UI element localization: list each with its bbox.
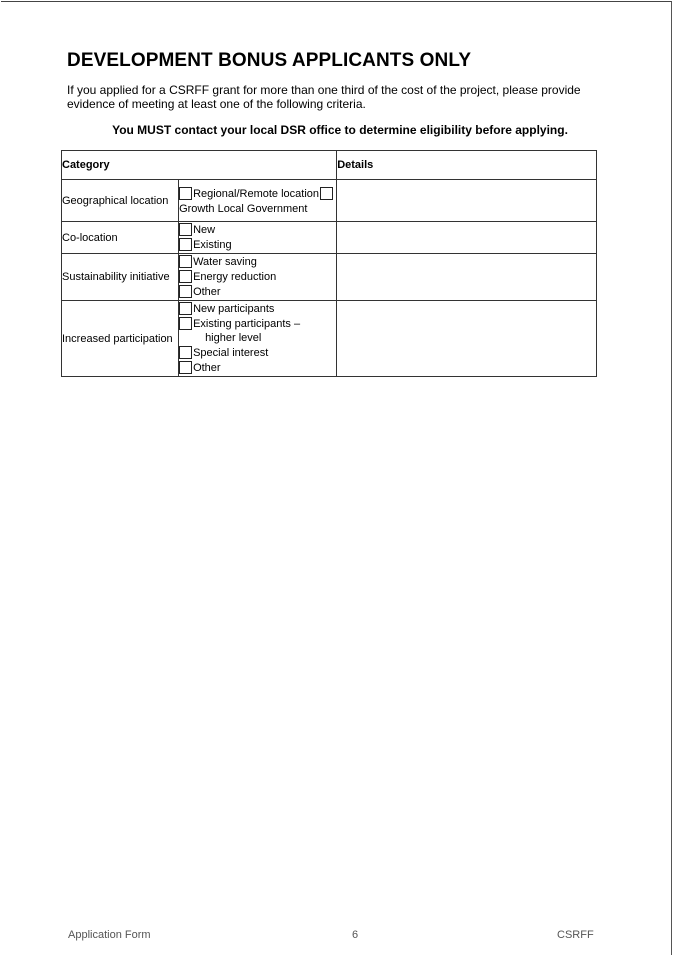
- criteria-table: [61, 150, 597, 377]
- option-line: [179, 346, 336, 360]
- option-line: [179, 285, 336, 299]
- option-label: higher level: [205, 332, 262, 344]
- details-cell[interactable]: [337, 254, 597, 301]
- option-label: Energy reduction: [193, 271, 277, 283]
- option-line: [179, 317, 336, 331]
- option-label: Other: [193, 286, 221, 298]
- option-label: Existing participants –: [193, 318, 301, 330]
- checkbox-growth-local-government[interactable]: [320, 187, 333, 200]
- option-line: [179, 255, 336, 269]
- options-cell: [179, 301, 337, 377]
- checkbox-existing[interactable]: [179, 238, 192, 251]
- options-cell: [179, 222, 337, 254]
- details-cell[interactable]: [337, 222, 597, 254]
- option-label: New: [193, 224, 216, 236]
- category-header: Category: [62, 151, 337, 180]
- details-cell[interactable]: [337, 180, 597, 222]
- eligibility-notice: You MUST contact your local DSR office to determine eligibility before applying.: [112, 123, 568, 137]
- option-label: Water saving: [193, 256, 257, 268]
- category-cell: Geographical location: [62, 180, 179, 222]
- option-label: Existing: [193, 239, 232, 251]
- category-cell: Co-location: [62, 222, 179, 254]
- table-row: [62, 301, 597, 377]
- page-border: [1, 1, 672, 955]
- footer-page-number: 6: [352, 929, 359, 941]
- intro-paragraph: If you applied for a CSRFF grant for more than one third of the cost of the project, please provide evidence of meeting at least one of the following criteria.: [67, 83, 581, 111]
- table-row: [62, 180, 597, 222]
- option-line: [179, 270, 336, 284]
- option-label: Growth Local Government: [179, 202, 308, 215]
- option-line: [179, 223, 336, 237]
- checkbox-new[interactable]: [179, 223, 192, 236]
- table-header-row: [62, 151, 597, 180]
- checkbox-other-sustainability[interactable]: [179, 285, 192, 298]
- option-line: [179, 238, 336, 252]
- option-label: Regional/Remote location: [193, 187, 320, 200]
- details-header: Details: [337, 151, 597, 180]
- option-label: New participants: [193, 303, 275, 315]
- checkbox-existing-participants[interactable]: [179, 317, 192, 330]
- checkbox-regional-remote[interactable]: [179, 187, 192, 200]
- checkbox-energy-reduction[interactable]: [179, 270, 192, 283]
- option-line: [179, 302, 336, 316]
- option-line: [179, 361, 336, 375]
- option-line: [179, 187, 336, 201]
- options-cell: [179, 254, 337, 301]
- checkbox-other-participation[interactable]: [179, 361, 192, 374]
- checkbox-new-participants[interactable]: [179, 302, 192, 315]
- footer-form-name: Application Form: [68, 929, 151, 941]
- category-cell: Increased participation: [62, 301, 179, 377]
- table-row: [62, 222, 597, 254]
- details-cell[interactable]: [337, 301, 597, 377]
- option-label: Special interest: [193, 347, 269, 359]
- option-label: Other: [193, 362, 221, 374]
- checkbox-water-saving[interactable]: [179, 255, 192, 268]
- table-row: [62, 254, 597, 301]
- checkbox-special-interest[interactable]: [179, 346, 192, 359]
- footer-program-name: CSRFF: [557, 929, 594, 941]
- page-title: DEVELOPMENT BONUS APPLICANTS ONLY: [67, 50, 472, 71]
- category-cell: Sustainability initiative: [62, 254, 179, 301]
- options-cell: [179, 180, 337, 222]
